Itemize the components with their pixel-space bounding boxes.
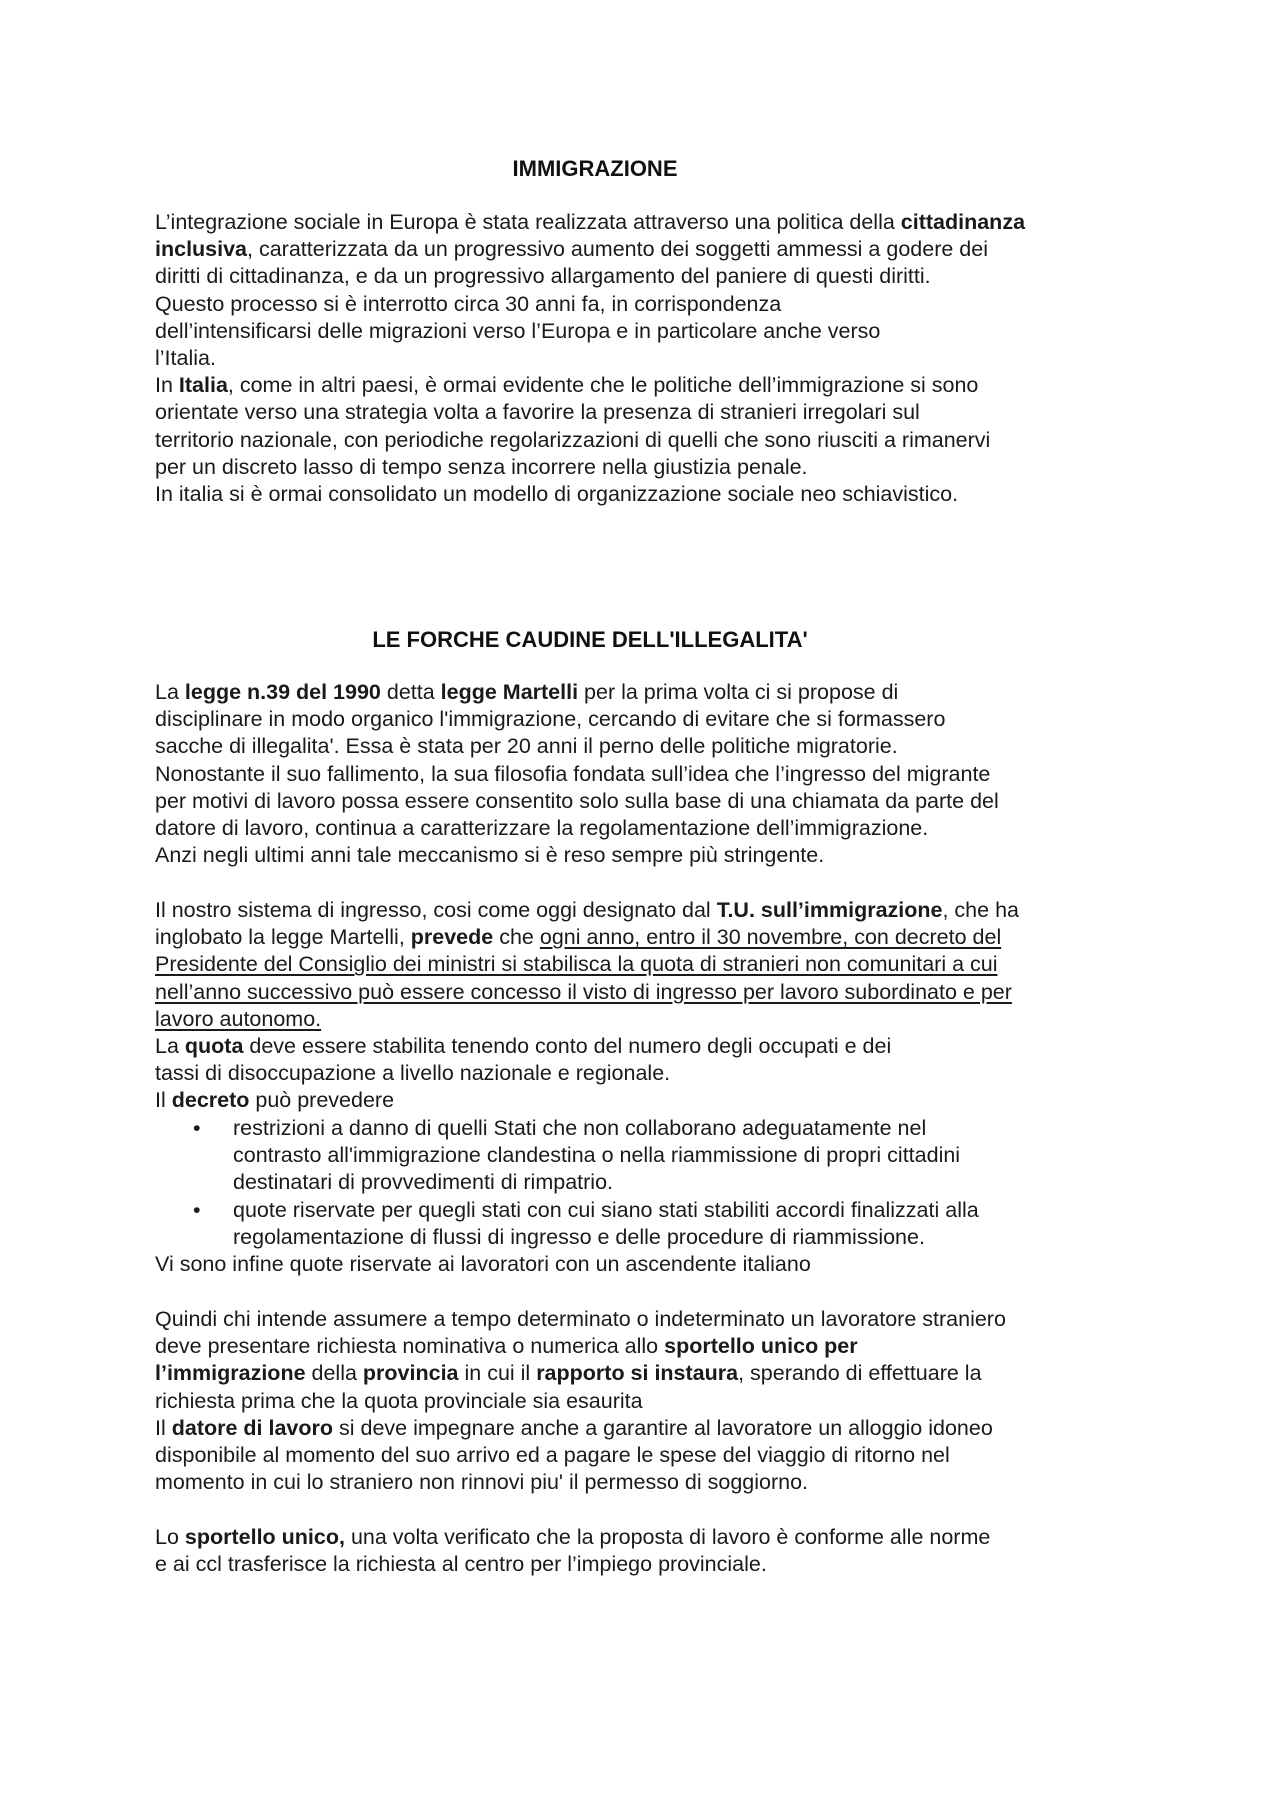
ascendente-italiano-paragraph bbox=[155, 1251, 1130, 1278]
text-line bbox=[155, 1551, 1130, 1578]
text-line bbox=[155, 706, 1130, 733]
text-line bbox=[155, 761, 1130, 788]
bold-text: l’immigrazione bbox=[155, 1361, 306, 1386]
bold-text: Italia bbox=[178, 373, 228, 398]
text-run: tassi di disoccupazione a livello nazionale e regionale. bbox=[155, 1061, 671, 1086]
text-run: destinatari di provvedimenti di rimpatrio. bbox=[233, 1170, 613, 1195]
section-title-forche-caudine: LE FORCHE CAUDINE DELL'ILLEGALITA' bbox=[372, 627, 808, 652]
text-run: che bbox=[493, 925, 540, 950]
text-run: quote riservate per quegli stati con cui siano stati stabiliti accordi finalizzati alla bbox=[233, 1197, 979, 1222]
text-run: sacche di illegalita'. Essa è stata per 20 anni il perno delle politiche migratorie. bbox=[155, 734, 898, 759]
testo-unico-paragraph bbox=[155, 897, 1130, 1115]
text-run: Il bbox=[155, 1088, 172, 1113]
text-line bbox=[155, 951, 1130, 978]
text-line bbox=[155, 1388, 1130, 1415]
bold-text: rapporto si instaura bbox=[536, 1361, 739, 1386]
bold-text: sportello unico, bbox=[184, 1525, 345, 1549]
text-run: in cui il bbox=[458, 1361, 537, 1386]
text-run: per motivi di lavoro possa essere consentito solo sulla base di una chiamata da parte del bbox=[155, 788, 999, 813]
text-line bbox=[155, 399, 1130, 426]
text-line bbox=[155, 1251, 1130, 1278]
text-line bbox=[155, 979, 1130, 1006]
text-line bbox=[155, 372, 1130, 399]
bold-text: T.U. sull’immigrazione bbox=[716, 898, 943, 922]
text-line bbox=[233, 1115, 1130, 1142]
bold-text: prevede bbox=[410, 925, 494, 950]
text-run: una volta verificato che la proposta di lavoro è conforme alle norme bbox=[344, 1525, 991, 1549]
text-line bbox=[233, 1224, 1130, 1251]
text-line bbox=[155, 481, 1130, 508]
bold-text: cittadinanza bbox=[900, 210, 1026, 234]
text-line bbox=[155, 1033, 1130, 1060]
text-run: Lo bbox=[155, 1525, 185, 1549]
text-line bbox=[155, 1415, 1130, 1442]
text-line bbox=[155, 815, 1130, 842]
text-run: l’Italia. bbox=[155, 346, 216, 371]
text-line bbox=[155, 1360, 1130, 1387]
text-line bbox=[155, 1442, 1130, 1469]
text-line bbox=[155, 924, 1130, 951]
bold-text: decreto bbox=[171, 1088, 250, 1113]
bullet-icon: • bbox=[193, 1116, 201, 1140]
text-run: Nonostante il suo fallimento, la sua filosofia fondata sull’idea che l’ingresso del migrante bbox=[155, 761, 991, 786]
text-run: , come in altri paesi, è ormai evidente che le politiche dell’immigrazione si sono bbox=[227, 373, 979, 398]
decreto-bullet-list bbox=[155, 1115, 1130, 1251]
text-line bbox=[155, 1087, 1130, 1114]
text-run: richiesta prima che la quota provinciale sia esaurita bbox=[155, 1388, 643, 1413]
text-line bbox=[155, 1524, 1130, 1551]
text-line bbox=[233, 1197, 1130, 1224]
underlined-text: Presidente del Consiglio dei ministri si stabilisca la quota di stranieri non comunitari a cui bbox=[155, 952, 998, 977]
assunzione-paragraph bbox=[155, 1306, 1130, 1496]
underlined-text: lavoro autonomo. bbox=[155, 1006, 322, 1031]
bold-text: sportello unico per bbox=[664, 1334, 858, 1359]
text-run: Anzi negli ultimi anni tale meccanismo si è reso sempre più stringente. bbox=[155, 843, 825, 868]
text-run: disciplinare in modo organico l'immigrazione, cercando di evitare che si formassero bbox=[155, 707, 946, 732]
bold-text: quota bbox=[184, 1034, 244, 1059]
text-line bbox=[155, 1306, 1130, 1333]
legge-martelli-paragraph bbox=[155, 679, 1130, 869]
section-title-immigrazione: IMMIGRAZIONE bbox=[512, 156, 678, 181]
text-line bbox=[155, 733, 1130, 760]
text-run: , sperando di effettuare la bbox=[738, 1361, 982, 1386]
text-run: , che ha bbox=[942, 898, 1019, 922]
bullet-icon: • bbox=[193, 1197, 201, 1222]
text-line bbox=[233, 1142, 1130, 1169]
underlined-text: ogni anno, entro il 30 novembre, con decreto del bbox=[539, 925, 1002, 950]
text-line bbox=[155, 788, 1130, 815]
text-run: per la prima volta ci si propose di bbox=[578, 680, 899, 704]
text-line bbox=[155, 1333, 1130, 1360]
text-run: detta bbox=[380, 680, 441, 704]
text-run: Questo processo si è interrotto circa 30 anni fa, in corrispondenza bbox=[155, 291, 782, 316]
text-run: L’integrazione sociale in Europa è stata realizzata attraverso una politica della bbox=[155, 210, 901, 234]
text-run: La bbox=[155, 1034, 185, 1059]
text-run: disponibile al momento del suo arrivo ed a pagare le spese del viaggio di ritorno nel bbox=[155, 1443, 950, 1468]
text-line bbox=[155, 1060, 1130, 1087]
text-line bbox=[155, 236, 1130, 263]
text-run: restrizioni a danno di quelli Stati che non collaborano adeguatamente nel bbox=[233, 1116, 927, 1140]
bold-text: legge Martelli bbox=[440, 680, 579, 704]
text-run: La bbox=[155, 680, 185, 704]
text-run: Il nostro sistema di ingresso, cosi come oggi designato dal bbox=[155, 898, 717, 922]
text-run: contrasto all'immigrazione clandestina o nella riammissione di propri cittadini bbox=[233, 1143, 961, 1168]
text-line bbox=[155, 454, 1130, 481]
text-line bbox=[155, 209, 1130, 236]
text-run: diritti di cittadinanza, e da un progressivo allargamento del paniere di questi diritti. bbox=[155, 264, 931, 289]
text-line bbox=[155, 1469, 1130, 1496]
bullet-item bbox=[155, 1115, 1130, 1197]
text-line bbox=[155, 842, 1130, 869]
text-run: , caratterizzata da un progressivo aumento dei soggetti ammessi a godere dei bbox=[247, 237, 988, 262]
text-line bbox=[155, 679, 1130, 706]
intro-paragraph bbox=[155, 209, 1130, 508]
text-run: inglobato la legge Martelli, bbox=[155, 925, 411, 950]
text-line bbox=[155, 291, 1130, 318]
text-run: territorio nazionale, con periodiche regolarizzazioni di quelli che sono riusciti a rimanervi bbox=[155, 427, 991, 452]
bold-text: datore di lavoro bbox=[171, 1415, 334, 1440]
text-run: deve presentare richiesta nominativa o numerica allo bbox=[155, 1334, 665, 1359]
text-line bbox=[155, 427, 1130, 454]
text-line bbox=[233, 1169, 1130, 1196]
text-run: dell’intensificarsi delle migrazioni verso l’Europa e in particolare anche verso bbox=[155, 318, 881, 343]
text-run: Il bbox=[155, 1415, 172, 1440]
underlined-text: nell’anno successivo può essere concesso il visto di ingresso per lavoro subordinato e per bbox=[155, 979, 1012, 1004]
text-line bbox=[155, 263, 1130, 290]
text-line bbox=[155, 897, 1130, 924]
text-run: datore di lavoro, continua a caratterizzare la regolamentazione dell’immigrazione. bbox=[155, 816, 929, 841]
sportello-unico-paragraph bbox=[155, 1524, 1130, 1578]
text-run: per un discreto lasso di tempo senza incorrere nella giustizia penale. bbox=[155, 454, 808, 479]
bold-text: provincia bbox=[362, 1361, 459, 1386]
text-run: si deve impegnare anche a garantire al lavoratore un alloggio idoneo bbox=[333, 1415, 993, 1440]
bold-text: inclusiva bbox=[155, 237, 248, 262]
text-run: e ai ccl trasferisce la richiesta al centro per l’impiego provinciale. bbox=[155, 1552, 767, 1577]
text-line bbox=[155, 1006, 1130, 1033]
text-run: momento in cui lo straniero non rinnovi piu' il permesso di soggiorno. bbox=[155, 1470, 809, 1495]
text-run: può prevedere bbox=[249, 1088, 395, 1113]
text-run: Quindi chi intende assumere a tempo determinato o indeterminato un lavoratore straniero bbox=[155, 1307, 1006, 1331]
bullet-item bbox=[155, 1197, 1130, 1251]
text-line bbox=[155, 318, 1130, 345]
bold-text: legge n.39 del 1990 bbox=[184, 680, 381, 704]
text-run: deve essere stabilita tenendo conto del numero degli occupati e dei bbox=[243, 1034, 892, 1059]
text-run: Vi sono infine quote riservate ai lavoratori con un ascendente italiano bbox=[155, 1252, 811, 1276]
text-run: In italia si è ormai consolidato un modello di organizzazione sociale neo schiavistico. bbox=[155, 482, 959, 507]
text-run: orientate verso una strategia volta a favorire la presenza di stranieri irregolari sul bbox=[155, 400, 920, 425]
text-run: regolamentazione di flussi di ingresso e delle procedure di riammissione. bbox=[233, 1224, 925, 1249]
text-line bbox=[155, 345, 1130, 372]
text-run: della bbox=[305, 1361, 363, 1386]
text-run: In bbox=[155, 373, 179, 398]
